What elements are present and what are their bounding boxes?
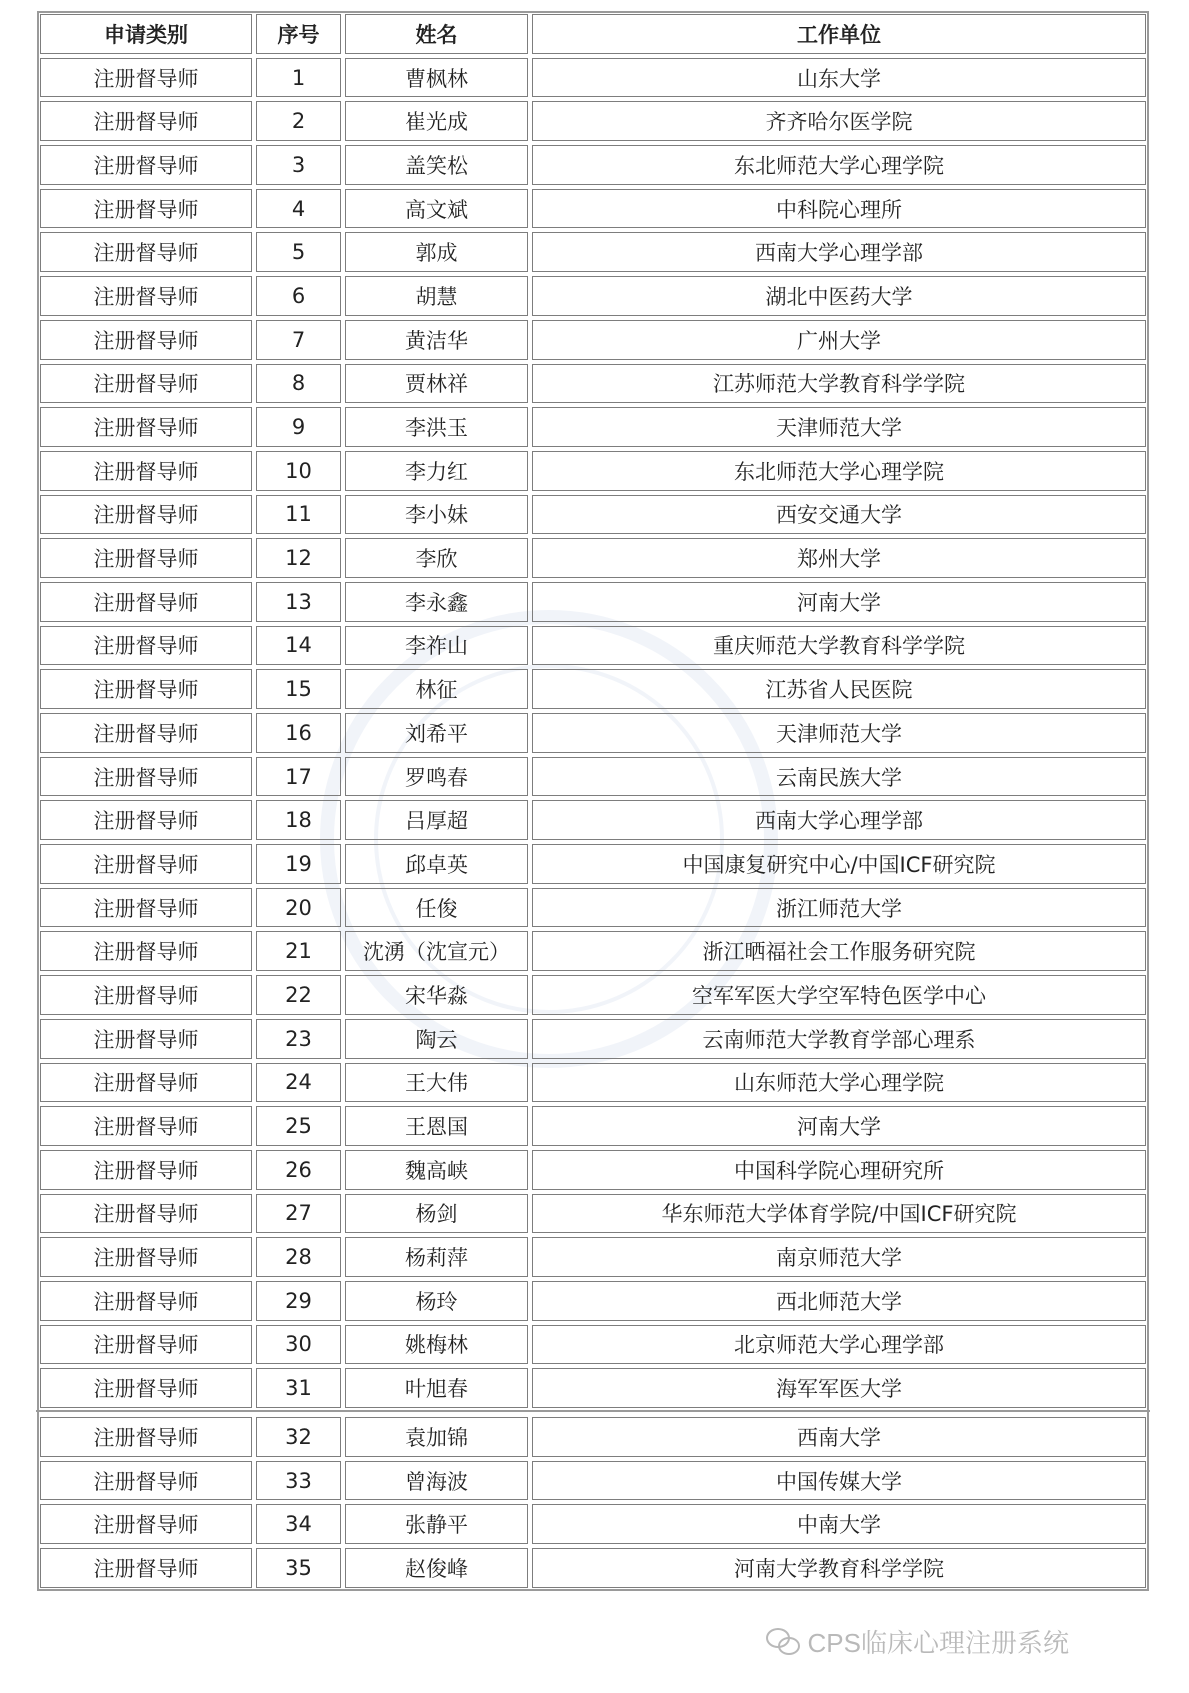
table-row: [38, 755, 1148, 799]
cell-name: 任俊: [345, 888, 528, 928]
table-row: [38, 1323, 1148, 1367]
cell-number: 30: [256, 1325, 341, 1365]
cell-workplace: 河南大学: [532, 582, 1146, 622]
cell-category: 注册督导师: [40, 1237, 252, 1277]
header-name: 姓名: [345, 14, 528, 54]
cell-name: 李小妹: [345, 495, 528, 535]
cell-workplace: 南京师范大学: [532, 1237, 1146, 1277]
cell-number: 3: [256, 145, 341, 185]
cell-number: 35: [256, 1548, 341, 1588]
cell-category: 注册督导师: [40, 1504, 252, 1544]
cell-category: 注册督导师: [40, 757, 252, 797]
table-row: [38, 230, 1148, 274]
cell-workplace: 东北师范大学心理学院: [532, 145, 1146, 185]
cell-category: 注册督导师: [40, 276, 252, 316]
table-row: [38, 1279, 1148, 1323]
cell-workplace: 浙江晒福社会工作服务研究院: [532, 931, 1146, 971]
cell-workplace: 重庆师范大学教育科学学院: [532, 626, 1146, 666]
cell-name: 贾林祥: [345, 364, 528, 404]
cell-category: 注册督导师: [40, 1063, 252, 1103]
table-row: [38, 405, 1148, 449]
cell-number: 8: [256, 364, 341, 404]
cell-name: 高文斌: [345, 189, 528, 229]
cell-name: 姚梅林: [345, 1325, 528, 1365]
cell-name: 宋华淼: [345, 975, 528, 1015]
cell-number: 32: [256, 1417, 341, 1457]
table-row: [38, 711, 1148, 755]
cell-workplace: 郑州大学: [532, 538, 1146, 578]
cell-number: 18: [256, 800, 341, 840]
header-workplace: 工作单位: [532, 14, 1146, 54]
cell-workplace: 中南大学: [532, 1504, 1146, 1544]
table-row: [38, 1366, 1148, 1410]
cell-name: 叶旭春: [345, 1368, 528, 1408]
table-row: [38, 886, 1148, 930]
cell-category: 注册督导师: [40, 232, 252, 272]
cell-category: 注册督导师: [40, 1281, 252, 1321]
cell-workplace: 中国传媒大学: [532, 1461, 1146, 1501]
cell-workplace: 北京师范大学心理学部: [532, 1325, 1146, 1365]
table-row: [38, 798, 1148, 842]
cell-workplace: 天津师范大学: [532, 407, 1146, 447]
cell-number: 24: [256, 1063, 341, 1103]
cell-category: 注册督导师: [40, 1325, 252, 1365]
table-row: [38, 1502, 1148, 1546]
cell-category: 注册督导师: [40, 582, 252, 622]
table-row: [38, 842, 1148, 886]
table-row: [38, 493, 1148, 537]
table-row: [38, 929, 1148, 973]
cell-name: 吕厚超: [345, 800, 528, 840]
cell-number: 16: [256, 713, 341, 753]
cell-number: 4: [256, 189, 341, 229]
cell-number: 5: [256, 232, 341, 272]
cell-category: 注册督导师: [40, 364, 252, 404]
cell-workplace: 山东大学: [532, 58, 1146, 98]
cell-number: 27: [256, 1194, 341, 1234]
cell-name: 胡慧: [345, 276, 528, 316]
cell-name: 曾海波: [345, 1461, 528, 1501]
table-row: [38, 973, 1148, 1017]
cell-name: 赵俊峰: [345, 1548, 528, 1588]
cell-name: 刘希平: [345, 713, 528, 753]
cell-name: 沈湧（沈宣元）: [345, 931, 528, 971]
cell-number: 14: [256, 626, 341, 666]
wechat-icon: [766, 1628, 800, 1656]
cell-workplace: 海军军医大学: [532, 1368, 1146, 1408]
table-row: [38, 624, 1148, 668]
cell-category: 注册督导师: [40, 538, 252, 578]
cell-name: 陶云: [345, 1019, 528, 1059]
table-row: [38, 143, 1148, 187]
cell-number: 13: [256, 582, 341, 622]
cell-category: 注册督导师: [40, 975, 252, 1015]
cell-workplace: 西安交通大学: [532, 495, 1146, 535]
cell-category: 注册督导师: [40, 1150, 252, 1190]
cell-category: 注册督导师: [40, 1106, 252, 1146]
cell-number: 25: [256, 1106, 341, 1146]
table-row: [38, 362, 1148, 406]
cell-workplace: 中国康复研究中心/中国ICF研究院: [532, 844, 1146, 884]
cell-name: 邱卓英: [345, 844, 528, 884]
cell-number: 2: [256, 101, 341, 141]
cell-name: 罗鸣春: [345, 757, 528, 797]
cell-workplace: 西南大学心理学部: [532, 232, 1146, 272]
cell-workplace: 湖北中医药大学: [532, 276, 1146, 316]
cell-name: 盖笑松: [345, 145, 528, 185]
table-row: [38, 1192, 1148, 1236]
cell-category: 注册督导师: [40, 669, 252, 709]
cell-workplace: 西北师范大学: [532, 1281, 1146, 1321]
table-row: [38, 56, 1148, 100]
cell-name: 王大伟: [345, 1063, 528, 1103]
cell-category: 注册督导师: [40, 1548, 252, 1588]
table-row: [38, 449, 1148, 493]
cell-workplace: 空军军医大学空军特色医学中心: [532, 975, 1146, 1015]
cell-category: 注册督导师: [40, 1417, 252, 1457]
cell-category: 注册督导师: [40, 931, 252, 971]
cell-workplace: 西南大学心理学部: [532, 800, 1146, 840]
table-header-row: [38, 12, 1148, 56]
cell-number: 15: [256, 669, 341, 709]
cell-number: 10: [256, 451, 341, 491]
cell-category: 注册督导师: [40, 888, 252, 928]
supervisor-table: [38, 12, 1148, 1590]
header-category: 申请类别: [40, 14, 252, 54]
cell-category: 注册督导师: [40, 844, 252, 884]
cell-name: 杨莉萍: [345, 1237, 528, 1277]
cell-category: 注册督导师: [40, 451, 252, 491]
cell-workplace: 浙江师范大学: [532, 888, 1146, 928]
cell-number: 1: [256, 58, 341, 98]
cell-number: 19: [256, 844, 341, 884]
footer-brand: [766, 1623, 1069, 1660]
cell-name: 袁加锦: [345, 1417, 528, 1457]
cell-workplace: 中国科学院心理研究所: [532, 1150, 1146, 1190]
footer-text: CPS临床心理注册系统: [807, 1628, 1069, 1658]
cell-name: 郭成: [345, 232, 528, 272]
cell-workplace: 东北师范大学心理学院: [532, 451, 1146, 491]
cell-workplace: 西南大学: [532, 1417, 1146, 1457]
cell-category: 注册督导师: [40, 1461, 252, 1501]
cell-category: 注册督导师: [40, 800, 252, 840]
cell-workplace: 广州大学: [532, 320, 1146, 360]
cell-number: 34: [256, 1504, 341, 1544]
cell-number: 17: [256, 757, 341, 797]
cell-name: 李祚山: [345, 626, 528, 666]
cell-number: 6: [256, 276, 341, 316]
cell-name: 李力红: [345, 451, 528, 491]
cell-name: 黄洁华: [345, 320, 528, 360]
table-row: [38, 667, 1148, 711]
table-row: [38, 274, 1148, 318]
cell-category: 注册督导师: [40, 1194, 252, 1234]
table-row: [38, 99, 1148, 143]
cell-workplace: 云南师范大学教育学部心理系: [532, 1019, 1146, 1059]
cell-number: 21: [256, 931, 341, 971]
cell-number: 7: [256, 320, 341, 360]
cell-number: 11: [256, 495, 341, 535]
cell-category: 注册督导师: [40, 1019, 252, 1059]
cell-name: 曹枫林: [345, 58, 528, 98]
cell-number: 31: [256, 1368, 341, 1408]
cell-category: 注册督导师: [40, 58, 252, 98]
cell-name: 王恩国: [345, 1106, 528, 1146]
table-row: [38, 536, 1148, 580]
cell-workplace: 江苏省人民医院: [532, 669, 1146, 709]
cell-number: 26: [256, 1150, 341, 1190]
cell-workplace: 江苏师范大学教育科学学院: [532, 364, 1146, 404]
table-row: [38, 1459, 1148, 1503]
cell-number: 33: [256, 1461, 341, 1501]
cell-name: 杨剑: [345, 1194, 528, 1234]
table-row: [38, 1546, 1148, 1590]
cell-category: 注册督导师: [40, 145, 252, 185]
cell-workplace: 河南大学教育科学学院: [532, 1548, 1146, 1588]
cell-workplace: 云南民族大学: [532, 757, 1146, 797]
cell-name: 杨玲: [345, 1281, 528, 1321]
cell-category: 注册督导师: [40, 713, 252, 753]
cell-category: 注册督导师: [40, 189, 252, 229]
table-row: [38, 1235, 1148, 1279]
table-row: [38, 580, 1148, 624]
cell-category: 注册督导师: [40, 407, 252, 447]
cell-number: 12: [256, 538, 341, 578]
cell-name: 李洪玉: [345, 407, 528, 447]
cell-name: 张静平: [345, 1504, 528, 1544]
table-row: [38, 1415, 1148, 1459]
cell-number: 28: [256, 1237, 341, 1277]
table-row: [38, 318, 1148, 362]
cell-workplace: 山东师范大学心理学院: [532, 1063, 1146, 1103]
cell-workplace: 天津师范大学: [532, 713, 1146, 753]
table-row: [38, 1104, 1148, 1148]
cell-name: 李欣: [345, 538, 528, 578]
table-row: [38, 1017, 1148, 1061]
cell-number: 20: [256, 888, 341, 928]
cell-name: 林征: [345, 669, 528, 709]
table-body: [38, 56, 1148, 1590]
cell-number: 22: [256, 975, 341, 1015]
cell-number: 29: [256, 1281, 341, 1321]
table-row: [38, 1148, 1148, 1192]
cell-category: 注册督导师: [40, 626, 252, 666]
cell-category: 注册督导师: [40, 495, 252, 535]
cell-workplace: 华东师范大学体育学院/中国ICF研究院: [532, 1194, 1146, 1234]
cell-category: 注册督导师: [40, 1368, 252, 1408]
cell-number: 23: [256, 1019, 341, 1059]
table-row: [38, 1061, 1148, 1105]
cell-category: 注册督导师: [40, 320, 252, 360]
cell-category: 注册督导师: [40, 101, 252, 141]
cell-name: 李永鑫: [345, 582, 528, 622]
cell-number: 9: [256, 407, 341, 447]
header-number: 序号: [256, 14, 341, 54]
cell-name: 魏高峡: [345, 1150, 528, 1190]
cell-workplace: 中科院心理所: [532, 189, 1146, 229]
table-row: [38, 187, 1148, 231]
cell-workplace: 河南大学: [532, 1106, 1146, 1146]
cell-workplace: 齐齐哈尔医学院: [532, 101, 1146, 141]
cell-name: 崔光成: [345, 101, 528, 141]
